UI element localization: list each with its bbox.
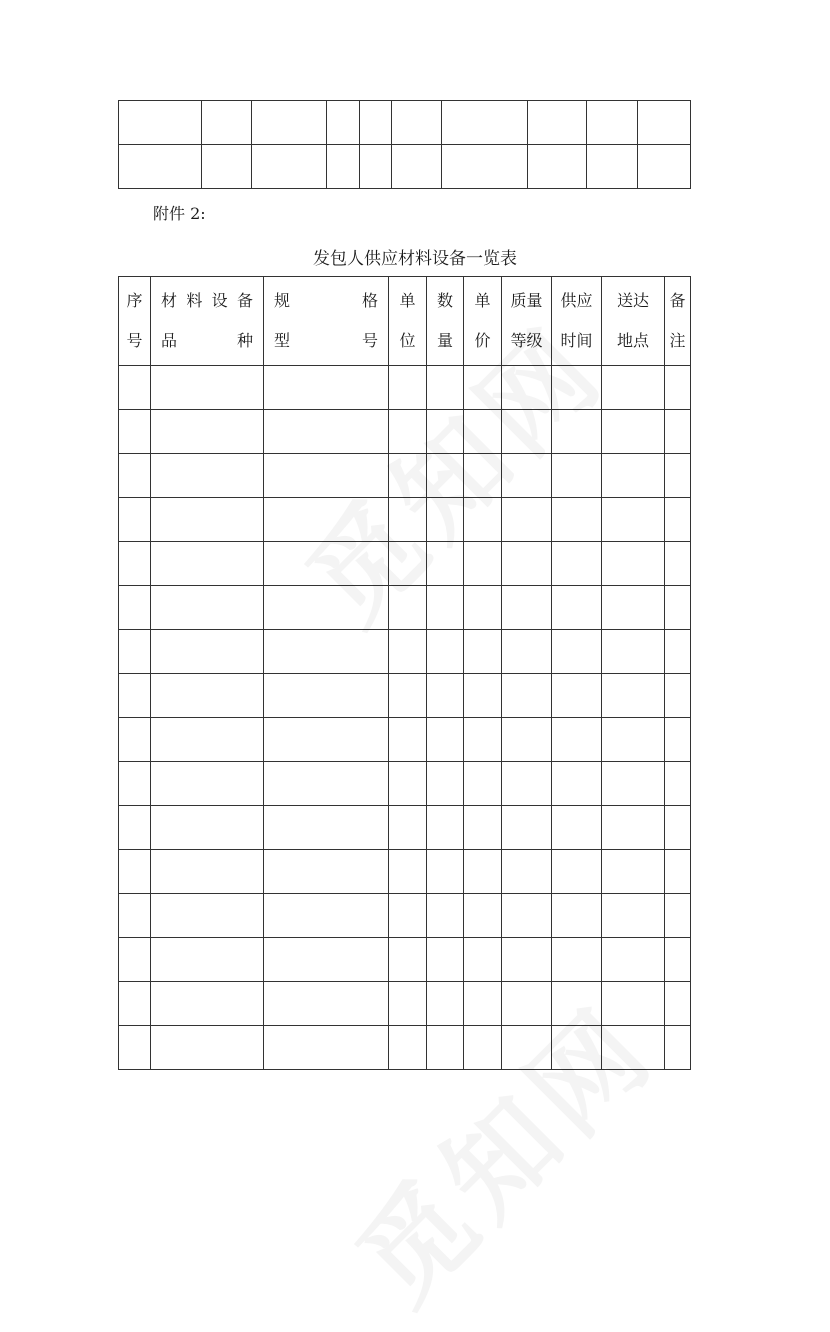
table-cell <box>327 101 360 145</box>
table-cell <box>389 762 427 806</box>
table-cell <box>552 982 602 1026</box>
table-cell <box>264 366 389 410</box>
table-cell <box>464 894 502 938</box>
table-row <box>119 498 691 542</box>
table-cell <box>587 101 638 145</box>
table-cell <box>151 982 264 1026</box>
table-cell <box>264 850 389 894</box>
table-cell <box>464 630 502 674</box>
table-cell <box>552 718 602 762</box>
table-cell <box>119 938 151 982</box>
table-cell <box>389 542 427 586</box>
table-cell <box>665 366 691 410</box>
table-title: 发包人供应材料设备一览表 <box>313 249 517 269</box>
table-cell <box>427 498 464 542</box>
header-spec-model: 规 格 型 号 <box>264 277 389 366</box>
table-row <box>119 410 691 454</box>
table-cell <box>151 850 264 894</box>
table-cell <box>151 806 264 850</box>
table-cell <box>552 630 602 674</box>
table-cell <box>119 542 151 586</box>
header-unit-price: 单 价 <box>464 277 502 366</box>
table-cell <box>602 498 665 542</box>
table-cell <box>264 542 389 586</box>
table-cell <box>264 630 389 674</box>
table-cell <box>119 145 202 189</box>
table-row <box>119 982 691 1026</box>
table-cell <box>464 498 502 542</box>
table-cell <box>119 718 151 762</box>
table-cell <box>638 101 691 145</box>
table-cell <box>502 498 552 542</box>
header-unit: 单 位 <box>389 277 427 366</box>
table-cell <box>602 894 665 938</box>
table-cell <box>427 938 464 982</box>
table-row <box>119 586 691 630</box>
table-cell <box>502 1026 552 1070</box>
table-cell <box>119 630 151 674</box>
table-cell <box>151 630 264 674</box>
table-cell <box>427 366 464 410</box>
attachment-label: 附件 2: <box>153 204 206 223</box>
table-cell <box>442 101 528 145</box>
table-cell <box>389 454 427 498</box>
table-cell <box>389 586 427 630</box>
table-cell <box>264 454 389 498</box>
table-cell <box>392 101 442 145</box>
table-cell <box>502 850 552 894</box>
table-cell <box>502 718 552 762</box>
header-seq: 序 号 <box>119 277 151 366</box>
table-row <box>119 454 691 498</box>
table-cell <box>502 586 552 630</box>
header-remarks: 备 注 <box>665 277 691 366</box>
table-cell <box>427 542 464 586</box>
table-cell <box>665 806 691 850</box>
table-cell <box>665 410 691 454</box>
table-cell <box>252 145 327 189</box>
table-cell <box>602 542 665 586</box>
table-cell <box>427 850 464 894</box>
table-cell <box>389 718 427 762</box>
table-cell <box>389 938 427 982</box>
table-cell <box>528 101 587 145</box>
table-cell <box>602 410 665 454</box>
table-cell <box>502 674 552 718</box>
table-cell <box>151 366 264 410</box>
table-cell <box>502 630 552 674</box>
table-cell <box>264 498 389 542</box>
table-cell <box>151 586 264 630</box>
table-cell <box>552 762 602 806</box>
table-cell <box>665 718 691 762</box>
top-table-row <box>119 101 691 145</box>
table-cell <box>427 674 464 718</box>
table-cell <box>389 674 427 718</box>
table-cell <box>502 982 552 1026</box>
table-cell <box>464 586 502 630</box>
table-cell <box>389 630 427 674</box>
table-cell <box>427 586 464 630</box>
table-cell <box>552 1026 602 1070</box>
table-cell <box>151 410 264 454</box>
table-cell <box>119 101 202 145</box>
table-cell <box>552 938 602 982</box>
table-cell <box>264 806 389 850</box>
table-cell <box>602 982 665 1026</box>
table-row <box>119 366 691 410</box>
table-cell <box>264 718 389 762</box>
table-cell <box>665 586 691 630</box>
table-cell <box>264 674 389 718</box>
table-cell <box>151 762 264 806</box>
table-cell <box>464 938 502 982</box>
table-cell <box>665 1026 691 1070</box>
table-cell <box>602 366 665 410</box>
table-cell <box>119 498 151 542</box>
table-cell <box>665 674 691 718</box>
table-cell <box>602 850 665 894</box>
table-cell <box>552 542 602 586</box>
supply-materials-table <box>118 276 691 1070</box>
table-cell <box>464 366 502 410</box>
table-cell <box>502 410 552 454</box>
table-cell <box>389 366 427 410</box>
table-cell <box>552 366 602 410</box>
table-cell <box>464 1026 502 1070</box>
header-quality-grade: 质量 等级 <box>502 277 552 366</box>
table-row <box>119 938 691 982</box>
table-cell <box>327 145 360 189</box>
table-cell <box>360 101 392 145</box>
table-cell <box>151 718 264 762</box>
table-cell <box>264 586 389 630</box>
table-cell <box>602 630 665 674</box>
table-cell <box>389 806 427 850</box>
top-table-row <box>119 145 691 189</box>
table-cell <box>665 762 691 806</box>
table-cell <box>502 454 552 498</box>
table-cell <box>389 498 427 542</box>
table-cell <box>464 982 502 1026</box>
table-row <box>119 894 691 938</box>
table-cell <box>151 454 264 498</box>
table-cell <box>665 938 691 982</box>
table-cell <box>464 454 502 498</box>
table-cell <box>151 542 264 586</box>
table-cell <box>119 586 151 630</box>
table-cell <box>552 454 602 498</box>
header-delivery-location: 送达 地点 <box>602 277 665 366</box>
table-row <box>119 542 691 586</box>
table-cell <box>442 145 528 189</box>
table-cell <box>665 894 691 938</box>
table-cell <box>552 806 602 850</box>
table-row <box>119 674 691 718</box>
table-cell <box>464 762 502 806</box>
table-cell <box>502 806 552 850</box>
header-supply-time: 供应 时间 <box>552 277 602 366</box>
table-cell <box>427 894 464 938</box>
table-cell <box>464 806 502 850</box>
table-cell <box>665 498 691 542</box>
table-cell <box>119 454 151 498</box>
table-cell <box>665 542 691 586</box>
table-cell <box>119 674 151 718</box>
table-cell <box>389 410 427 454</box>
table-cell <box>427 982 464 1026</box>
table-cell <box>602 806 665 850</box>
table-cell <box>464 542 502 586</box>
table-cell <box>119 894 151 938</box>
header-quantity: 数 量 <box>427 277 464 366</box>
table-cell <box>119 762 151 806</box>
table-cell <box>389 1026 427 1070</box>
table-cell <box>119 1026 151 1070</box>
table-cell <box>602 454 665 498</box>
table-cell <box>427 410 464 454</box>
table-cell <box>602 1026 665 1070</box>
table-cell <box>389 850 427 894</box>
table-cell <box>119 806 151 850</box>
table-cell <box>552 850 602 894</box>
table-cell <box>264 982 389 1026</box>
table-cell <box>502 542 552 586</box>
table-cell <box>202 101 252 145</box>
previous-table-fragment <box>118 100 691 189</box>
table-cell <box>151 498 264 542</box>
table-row <box>119 762 691 806</box>
table-cell <box>264 894 389 938</box>
table-row <box>119 630 691 674</box>
table-row <box>119 718 691 762</box>
table-cell <box>264 410 389 454</box>
table-cell <box>360 145 392 189</box>
table-cell <box>665 982 691 1026</box>
table-row <box>119 1026 691 1070</box>
table-cell <box>389 982 427 1026</box>
table-cell <box>502 762 552 806</box>
table-cell <box>151 894 264 938</box>
table-cell <box>464 410 502 454</box>
table-cell <box>528 145 587 189</box>
table-cell <box>151 938 264 982</box>
table-row <box>119 850 691 894</box>
table-cell <box>151 674 264 718</box>
table-cell <box>119 982 151 1026</box>
table-cell <box>427 1026 464 1070</box>
table-cell <box>392 145 442 189</box>
table-cell <box>665 850 691 894</box>
table-cell <box>264 762 389 806</box>
table-cell <box>502 366 552 410</box>
table-cell <box>602 762 665 806</box>
table-cell <box>552 498 602 542</box>
table-cell <box>502 894 552 938</box>
table-cell <box>552 586 602 630</box>
table-cell <box>602 674 665 718</box>
table-cell <box>602 938 665 982</box>
table-cell <box>638 145 691 189</box>
table-cell <box>602 718 665 762</box>
table-cell <box>119 410 151 454</box>
table-cell <box>665 454 691 498</box>
table-cell <box>119 850 151 894</box>
table-cell <box>464 850 502 894</box>
table-cell <box>427 762 464 806</box>
table-cell <box>264 938 389 982</box>
table-cell <box>464 718 502 762</box>
table-cell <box>427 718 464 762</box>
table-cell <box>427 454 464 498</box>
table-cell <box>119 366 151 410</box>
table-cell <box>252 101 327 145</box>
table-cell <box>587 145 638 189</box>
table-cell <box>427 630 464 674</box>
table-cell <box>264 1026 389 1070</box>
table-cell <box>151 1026 264 1070</box>
table-cell <box>552 674 602 718</box>
table-cell <box>665 630 691 674</box>
table-cell <box>552 894 602 938</box>
table-row <box>119 806 691 850</box>
table-cell <box>602 586 665 630</box>
header-row <box>119 277 691 366</box>
table-cell <box>427 806 464 850</box>
header-material-type: 材料设备 品 种 <box>151 277 264 366</box>
table-cell <box>552 410 602 454</box>
table-cell <box>202 145 252 189</box>
table-cell <box>389 894 427 938</box>
table-cell <box>464 674 502 718</box>
table-cell <box>502 938 552 982</box>
